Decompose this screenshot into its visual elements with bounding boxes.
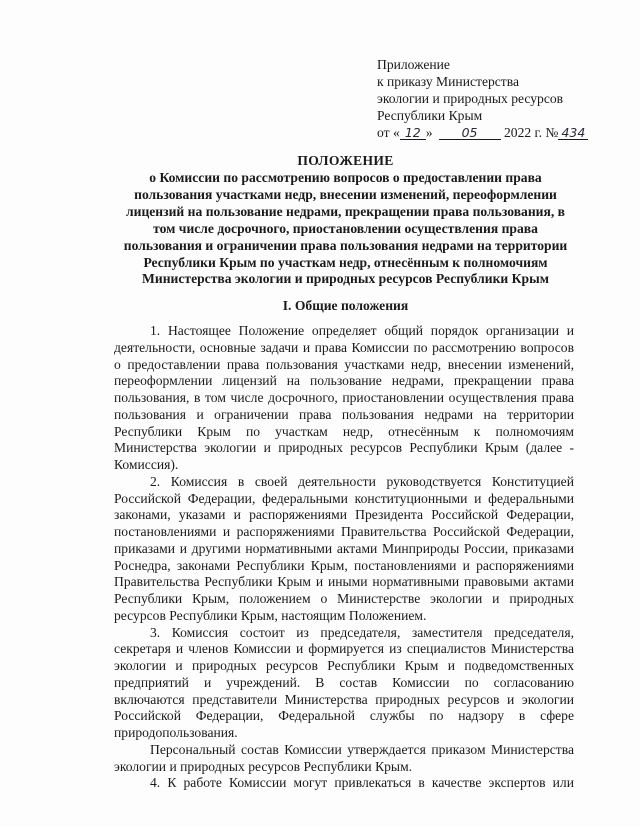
appendix-block <box>377 57 588 142</box>
text-line: пользования и ограничении права пользования недрами на территории <box>114 406 574 422</box>
text-line: 4. К работе Комиссии могут привлекаться в качестве экспертов или <box>150 775 574 791</box>
text-line: включаются представители Министерства природных ресурсов и экологии <box>114 691 574 707</box>
text-line: Республики Крым, положением о Министерстве экологии и природных <box>114 591 574 606</box>
text-line: Правительства Республики Крым и иными нормативными правовыми актами <box>114 574 574 590</box>
text-line: экологии и природных ресурсов Республики Крым. <box>114 758 413 774</box>
text-line: переоформлении лицензий на пользование недрами, прекращении права <box>114 373 574 389</box>
appendix-line: к приказу Министерства <box>377 73 520 89</box>
text-line: Республики Крым по участкам недр, отнесённым к полномочиям <box>114 423 574 439</box>
subtitle-line: лицензий на пользование недрами, прекращении права пользования, в <box>125 203 565 219</box>
text-line: Роснедра, законами Республики Крым, постановлениями и распоряжениями <box>114 557 574 573</box>
handwritten-month: 05 <box>439 126 501 140</box>
subtitle-line: том числе досрочного, приостановлении осуществления права <box>153 220 538 236</box>
text-line: постановлениями и распоряжениями Правительства Российской Федерации, <box>114 524 574 539</box>
date-year: 2022 г. № <box>503 124 559 140</box>
text-line: предприятий и учреждений. В состав Комиссии по согласованию <box>114 674 574 690</box>
appendix-line: Приложение <box>377 57 450 72</box>
text-line: секретаря и членов Комиссии и формируется из специалистов Министерства <box>114 641 574 657</box>
text-line: Российской Федерации, федеральными конституционными и федеральными <box>114 490 574 506</box>
text-line: о предоставлении права пользования участками недр, внесении изменений, <box>114 356 574 372</box>
text-line: 1. Настоящее Положение определяет общий порядок организации и <box>150 323 574 338</box>
date-prefix: от « <box>377 124 400 140</box>
text-line: экологии и природных ресурсов Республики Крым и подведомственных <box>114 658 574 673</box>
section-heading: I. Общие положения <box>282 298 409 313</box>
text-line: Российской Федерации, Федеральной службы по надзору в сфере <box>114 708 574 724</box>
order-date-line <box>377 125 588 142</box>
date-mid: » <box>425 124 433 140</box>
text-line: ресурсов Республики Крым, настоящим Положением. <box>114 607 427 623</box>
text-line: приказами и другими нормативными актами Минприроды России, приказами <box>114 540 574 556</box>
document-subtitle <box>118 170 573 288</box>
text-line: 3. Комиссия состоит из председателя, заместителя председателя, <box>150 624 574 640</box>
appendix-line: экологии и природных ресурсов <box>377 90 564 106</box>
subtitle-line: Республики Крым по участкам недр, отнесённым к полномочиям <box>143 254 548 270</box>
text-line: Министерства экологии и природных ресурсов Республики Крым (далее - <box>114 440 574 456</box>
handwritten-order-number: 434 <box>558 126 588 140</box>
appendix-line: Республики Крым <box>377 107 483 123</box>
text-line: природопользования. <box>114 725 238 740</box>
subtitle-line: Министерства экологии и природных ресурсов Республики Крым <box>142 271 549 287</box>
handwritten-day: 12 <box>400 126 426 140</box>
text-line: законами, указами и распоряжениями Президента Российской Федерации, <box>114 507 574 523</box>
text-line: деятельности, основные задачи и права Комиссии по рассмотрению вопросов <box>114 339 574 355</box>
subtitle-line: пользования участками недр, внесении изменений, переоформлении <box>134 186 557 202</box>
text-line: Персональный состав Комиссии утверждается приказом Министерства <box>150 741 574 757</box>
document-title: ПОЛОЖЕНИЕ <box>297 153 394 168</box>
text-line: пользования, в том числе досрочного, приостановлении осуществления права <box>114 390 574 405</box>
text-line: 2. Комиссия в своей деятельности руководствуется Конституцией <box>150 473 574 489</box>
text-line: Комиссия). <box>114 457 179 472</box>
document-body <box>114 323 574 792</box>
subtitle-line: о Комиссии по рассмотрению вопросов о предоставлении права <box>149 170 542 185</box>
subtitle-line: пользования и ограничении права пользования недрами на территории <box>123 237 568 253</box>
